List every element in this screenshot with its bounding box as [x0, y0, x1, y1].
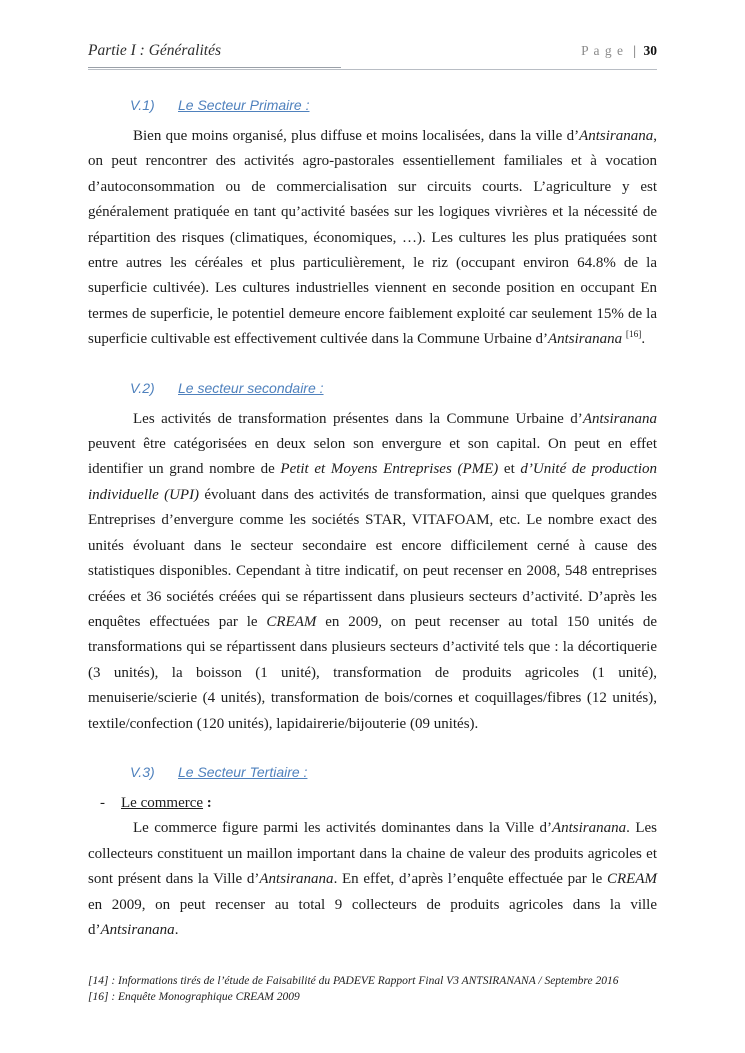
section-heading	[130, 764, 657, 780]
page-number-block	[581, 43, 657, 59]
footnote: [14] : Informations tirés de l’étude de Faisabilité du PADEVE Rapport Final V3 ANTSIRANANA / Septembre 2016	[88, 975, 619, 987]
section-secondaire	[88, 380, 657, 737]
section-tertiaire	[88, 764, 657, 943]
section-title: Le secteur secondaire :	[178, 379, 324, 396]
footnotes	[88, 973, 675, 1005]
body-paragraph: Bien que moins organisé, plus diffuse et moins localisées, dans la ville d’Antsiranana, on peut rencontrer des activités agro-pastorales essentiellement familiales et à vocation d’autoconsommation ou de commercialisation sur circuits courts. L’agriculture y est généralement pratiquée en tant qu’activité basées sur les logiques vivrières et la nécessité de répartition des risques (climatiques, économiques, …). Les cultures les plus pratiquées sont entre autres les céréales et plus particulièrement, le riz (occupant environ 64.8% de la superficie cultivée). Les cultures industrielles viennent en seconde position en occupant En termes de superficie, le potentiel demeure encore faiblement exploité car seulement 15% de la superficie cultivable est effectivement cultivée dans la Commune Urbaine d’Antsiranana [16].	[88, 128, 657, 348]
section-heading	[130, 380, 657, 396]
page-header	[88, 42, 657, 70]
section-number: V.3)	[130, 763, 155, 780]
page-number: 30	[643, 43, 657, 58]
footnote: [16] : Enquête Monographique CREAM 2009	[88, 991, 300, 1003]
section-number: V.2)	[130, 379, 155, 396]
header-section-title: Partie I : Généralités	[88, 42, 341, 68]
page-number-separator: |	[633, 43, 637, 58]
page-label: P a g e	[581, 43, 625, 58]
body-paragraph: Les activités de transformation présentes dans la Commune Urbaine d’Antsiranana peuvent être catégorisées en deux selon son envergure et son capital. On peut en effet identifier un grand nombre de Petit et Moyens Entreprises (PME) et d’Unité de production individuelle (UPI) évoluant dans des activités de transformation, ainsi que quelques grandes Entreprises d’envergure comme les sociétés STAR, VITAFOAM, etc. Le nombre exact des unités évoluant dans le secteur secondaire est encore difficilement cerné à cause des statistiques disponibles. Cependant à titre indicatif, on peut recenser en 2008, 548 entreprises créées et 36 sociétés créées qui se répartissent dans plusieurs secteurs d’activité. D’après les enquêtes effectuées par le CREAM en 2009, on peut recenser au total 150 unités de transformations qui se répartissent dans plusieurs secteurs d’activité tels que : la décortiquerie (3 unités), la boisson (1 unité), transformation de produits agricoles (1 unité), menuiserie/scierie (4 unités), transformation de bois/cornes et coquillages/fibres (12 unités), textile/confection (120 unités), lapidairerie/bijouterie (09 unités).	[88, 410, 657, 732]
body-paragraph: Le commerce figure parmi les activités dominantes dans la Ville d’Antsiranana. Les collecteurs constituent un maillon important dans la chaine de valeur des produits agricoles et sont présent dans la Ville d’Antsiranana. En effet, d’après l’enquête effectuée par le CREAM en 2009, on peut recenser au total 9 collecteurs de produits agricoles dans la ville d’Antsiranana.	[88, 820, 657, 938]
bullet-dash: -	[100, 794, 105, 811]
section-number: V.1)	[130, 97, 155, 113]
bullet-label: Le commerce :	[121, 794, 212, 811]
section-title: Le Secteur Tertiaire :	[178, 763, 308, 780]
section-heading	[130, 97, 657, 113]
section-primaire	[88, 97, 657, 353]
bullet-item-commerce	[100, 791, 657, 816]
section-title: Le Secteur Primaire :	[178, 97, 310, 113]
